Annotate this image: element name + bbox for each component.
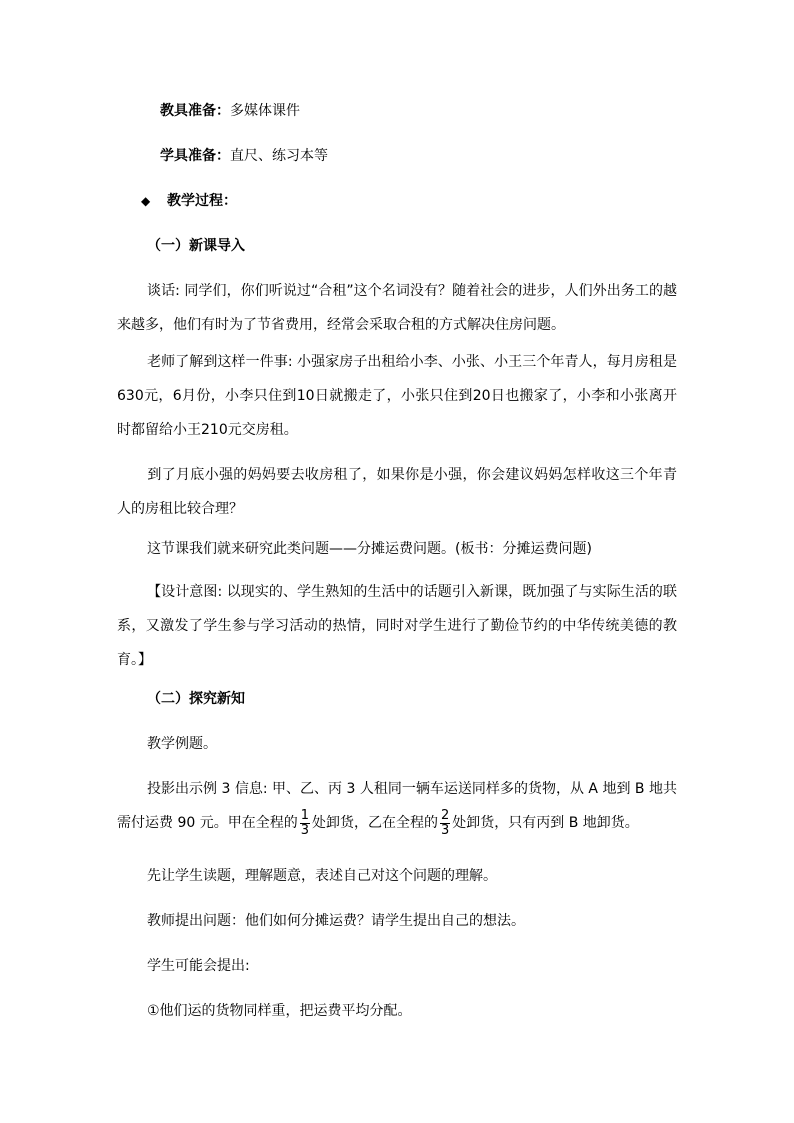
student-prep-label: 学具准备： [160, 148, 230, 164]
fraction1-denominator: 3 [300, 822, 309, 838]
teacher-prep-label: 教具准备： [160, 103, 230, 119]
design-intent-text: 【设计意图: 以现实的、学生熟知的生活中的话题引入新课，既加强了与实际生活的联系，又激发了学生参与学习活动的热情，同时对学生进行了勤俭节约的中华传统美德的教育。】 [117, 584, 677, 668]
topic-text: 这节课我们就来研究此类问题——分摊运费问题。(板书：分摊运费问题) [147, 541, 592, 557]
info-text-part2: 处卸货，乙在全程的 [312, 815, 438, 831]
fraction2-denominator: 3 [441, 822, 450, 838]
may-line: 学生可能会提出: [147, 958, 250, 974]
process-title: 教学过程： [167, 193, 237, 209]
section1-title: （一）新课导入 [147, 238, 245, 254]
fraction-one-third [300, 809, 310, 838]
ask-line: 教师提出问题：他们如何分摊运费？请学生提出自己的想法。 [147, 913, 525, 929]
diamond-bullet-icon: ◆ [141, 194, 151, 208]
example-line: 教学例题。 [147, 736, 217, 752]
teacher-prep-line [160, 101, 300, 121]
fraction-two-thirds [440, 809, 450, 838]
paragraph-topic [117, 532, 677, 566]
read-line: 先让学生读题，理解题意，表述自己对这个问题的理解。 [147, 868, 497, 884]
student-prep-value: 直尺、练习本等 [230, 148, 328, 164]
paragraph-info [117, 772, 677, 840]
story-text: 老师了解到这样一件事: 小强家房子出租给小李、小张、小王三个年青人，每月房租是630元，6月份，小李只住到10日就搬走了，小张只住到20日也搬家了，小李和小张离开时都留给小王210元交房租。 [117, 354, 677, 438]
process-heading [141, 191, 237, 211]
paragraph-question [117, 458, 677, 526]
section2-title: （二）探究新知 [147, 691, 245, 707]
paragraph-story [117, 345, 677, 447]
info-text-part3: 处卸货，只有丙到 B 地卸货。 [452, 815, 639, 831]
option1-line: ①他们运的货物同样重，把运费平均分配。 [147, 1003, 412, 1019]
talk-text: 谈话: 同学们，你们听说过“合租”这个名词没有？随着社会的进步，人们外出务工的越来越多，他们有时为了节省费用，经常会采取合租的方式解决住房问题。 [117, 283, 677, 333]
fraction1-numerator: 1 [300, 807, 309, 823]
question-text: 到了月底小强的妈妈要去收房租了，如果你是小强，你会建议妈妈怎样收这三个年青人的房租比较合理？ [117, 467, 677, 517]
fraction2-numerator: 2 [441, 807, 450, 823]
paragraph-talk [117, 274, 677, 342]
student-prep-line [160, 146, 328, 166]
paragraph-design-intent [117, 575, 677, 677]
teacher-prep-value: 多媒体课件 [230, 103, 300, 119]
info-text-part1: 投影出示例 3 信息: 甲、乙、丙 3 人租同一辆车运送同样多的货物，从 A 地到 B 地共需付运费 90 元。甲在全程的 [117, 781, 677, 831]
